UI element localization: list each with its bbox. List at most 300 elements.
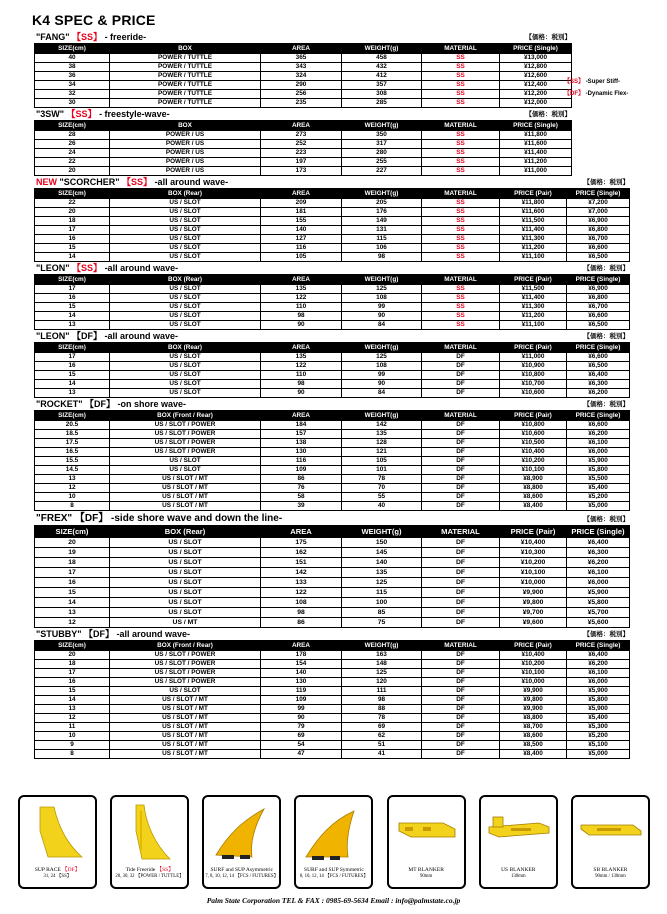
table-cell: ¥6,200 [567, 660, 630, 669]
column-header: SIZE(cm) [35, 526, 110, 538]
table-cell: 70 [342, 484, 422, 493]
product-name [20, 867, 95, 874]
section-title-part: - freestyle-wave- [96, 109, 170, 119]
table-cell: SS [422, 131, 500, 140]
spec-sections [34, 32, 629, 759]
table-cell: 15 [35, 588, 110, 598]
table-row [35, 678, 630, 687]
table-cell: 69 [342, 723, 422, 732]
table-cell: ¥12,000 [500, 99, 572, 108]
spec-section [34, 629, 629, 759]
table-header-row [35, 641, 630, 651]
table-cell: ¥12,600 [500, 72, 572, 81]
product-material-tag: 【DF】 [60, 867, 81, 873]
table-cell: 142 [261, 568, 342, 578]
table-row [35, 140, 572, 149]
table-cell: 148 [342, 660, 422, 669]
table-cell: ¥6,000 [567, 448, 630, 457]
section-title-part: "ROCKET" 【DF】 -on shore wave- [36, 399, 187, 409]
table-cell: 458 [342, 54, 422, 63]
table-cell: ¥10,500 [500, 439, 567, 448]
table-cell: 209 [261, 199, 342, 208]
table-cell: SS [422, 235, 500, 244]
table-cell: ¥6,900 [567, 217, 630, 226]
table-row [35, 669, 630, 678]
product-name-text: SURF and SUP Asymmetric [210, 867, 274, 873]
table-cell: 140 [261, 669, 342, 678]
table-cell: DF [422, 598, 500, 608]
table-cell: DF [422, 568, 500, 578]
section-title [36, 109, 170, 120]
table-cell: 125 [342, 669, 422, 678]
table-cell: US / SLOT [110, 389, 261, 398]
table-cell: ¥6,200 [567, 389, 630, 398]
product-name-text: MT BLANKER [408, 867, 444, 873]
table-cell: ¥11,100 [500, 321, 567, 330]
section-title-part: NEW [36, 177, 60, 187]
section-header [34, 263, 629, 274]
table-cell: 15 [35, 244, 110, 253]
table-cell: ¥6,000 [567, 678, 630, 687]
spec-table [34, 640, 630, 759]
table-cell: 90 [342, 380, 422, 389]
table-cell: 280 [342, 149, 422, 158]
table-cell: ¥6,500 [567, 362, 630, 371]
table-cell: 58 [261, 493, 342, 502]
table-cell: POWER / TUTTLE [110, 72, 261, 81]
table-cell: 16 [35, 294, 110, 303]
section-title-part: -all around wave- [102, 263, 179, 273]
table-cell: US / SLOT [110, 312, 261, 321]
product-material-tag: 【SS】 [155, 867, 174, 873]
table-cell: ¥10,300 [500, 548, 567, 558]
table-cell: ¥12,400 [500, 81, 572, 90]
table-row [35, 54, 572, 63]
tax-note: 【価格：税別】 [525, 34, 571, 41]
table-cell: ¥8,800 [500, 484, 567, 493]
table-cell: ¥10,000 [500, 678, 567, 687]
column-header: AREA [261, 526, 342, 538]
column-header: BOX (Rear) [110, 189, 261, 199]
table-cell: ¥10,800 [500, 371, 567, 380]
table-cell: 151 [261, 558, 342, 568]
table-cell: 162 [261, 548, 342, 558]
product-spec: 90mm / 130mm [595, 874, 626, 879]
table-cell: 13 [35, 321, 110, 330]
table-cell: 13 [35, 475, 110, 484]
table-cell: ¥9,900 [500, 588, 567, 598]
table-cell: ¥11,500 [500, 217, 567, 226]
table-cell: 19 [35, 548, 110, 558]
table-row [35, 714, 630, 723]
column-header: BOX (Rear) [110, 526, 261, 538]
table-cell: 175 [261, 538, 342, 548]
table-cell: DF [422, 502, 500, 511]
table-cell: 16 [35, 362, 110, 371]
table-row [35, 285, 630, 294]
table-cell: US / SLOT [110, 321, 261, 330]
table-row [35, 380, 630, 389]
table-cell: 101 [342, 466, 422, 475]
table-cell: 100 [342, 598, 422, 608]
table-cell: 54 [261, 741, 342, 750]
table-cell: SS [422, 72, 500, 81]
table-row [35, 63, 572, 72]
table-cell: ¥10,400 [500, 448, 567, 457]
spec-section [34, 109, 629, 176]
tax-note: 【価格：税別】 [583, 333, 629, 340]
table-cell: US / SLOT [110, 371, 261, 380]
table-cell: ¥9,600 [500, 618, 567, 628]
column-header: PRICE (Pair) [500, 343, 567, 353]
column-header: SIZE(cm) [35, 121, 110, 131]
table-cell: ¥8,400 [500, 750, 567, 759]
section-title [36, 177, 228, 188]
column-header: SIZE(cm) [35, 189, 110, 199]
table-cell: ¥6,400 [567, 651, 630, 660]
table-cell: 11 [35, 723, 110, 732]
table-cell: ¥8,800 [500, 714, 567, 723]
table-cell: US / SLOT / MT [110, 732, 261, 741]
table-cell: DF [422, 705, 500, 714]
table-cell: SS [422, 244, 500, 253]
table-cell: 75 [342, 618, 422, 628]
table-cell: ¥5,900 [567, 588, 630, 598]
column-header: WEIGHT(g) [342, 641, 422, 651]
table-cell: 78 [342, 714, 422, 723]
section-title-part: "SCORCHER" [59, 177, 123, 187]
spec-table [34, 120, 572, 176]
table-cell: POWER / US [110, 149, 261, 158]
table-cell: SS [422, 90, 500, 99]
table-cell: 26 [35, 140, 110, 149]
table-cell: ¥10,200 [500, 457, 567, 466]
table-row [35, 687, 630, 696]
table-cell: ¥12,200 [500, 90, 572, 99]
column-header: PRICE (Single) [567, 343, 630, 353]
table-cell: 41 [342, 750, 422, 759]
spec-table [34, 525, 630, 628]
column-header: MATERIAL [422, 641, 500, 651]
table-row [35, 253, 630, 262]
table-cell: SS [422, 294, 500, 303]
table-cell: US / SLOT [110, 578, 261, 588]
table-cell: 17 [35, 285, 110, 294]
table-cell: 17.5 [35, 439, 110, 448]
table-cell: DF [422, 457, 500, 466]
table-cell: 116 [261, 244, 342, 253]
table-cell: ¥6,700 [567, 303, 630, 312]
table-cell: 34 [35, 81, 110, 90]
table-cell: 131 [342, 226, 422, 235]
table-cell: 432 [342, 63, 422, 72]
table-cell: 8 [35, 750, 110, 759]
table-cell: 350 [342, 131, 422, 140]
legend-desc: -Super Stiff- [585, 79, 621, 85]
legend-item-ss [564, 76, 628, 88]
table-cell: US / SLOT [110, 598, 261, 608]
table-cell: DF [422, 618, 500, 628]
table-cell: 16 [35, 235, 110, 244]
column-header: PRICE (Pair) [500, 411, 567, 421]
table-row [35, 217, 630, 226]
table-cell: 90 [261, 321, 342, 330]
table-cell: 133 [261, 578, 342, 588]
section-title-part: - freeride- [102, 32, 147, 42]
table-cell: 343 [261, 63, 342, 72]
column-header: WEIGHT(g) [342, 343, 422, 353]
column-header: MATERIAL [422, 189, 500, 199]
table-cell: 308 [342, 90, 422, 99]
table-cell: ¥5,200 [567, 493, 630, 502]
table-cell: 157 [261, 430, 342, 439]
table-cell: SS [422, 217, 500, 226]
product-card [110, 795, 189, 889]
table-cell: DF [422, 362, 500, 371]
table-cell: 36 [35, 72, 110, 81]
table-cell: 127 [261, 235, 342, 244]
table-cell: ¥6,800 [567, 294, 630, 303]
column-header: AREA [261, 275, 342, 285]
table-cell: 88 [342, 705, 422, 714]
table-row [35, 448, 630, 457]
table-cell: DF [422, 714, 500, 723]
table-cell: ¥6,100 [567, 439, 630, 448]
table-cell: US / SLOT / MT [110, 696, 261, 705]
section-title-part: "LEON" [36, 263, 73, 273]
table-cell: SS [422, 158, 500, 167]
table-cell: 14 [35, 696, 110, 705]
table-cell: 357 [342, 81, 422, 90]
product-name-text: US BLANKER [501, 867, 536, 873]
section-title-part: 【SS】 [72, 263, 103, 273]
table-cell: 14 [35, 312, 110, 321]
table-row [35, 660, 630, 669]
table-cell: ¥11,500 [500, 285, 567, 294]
table-cell: ¥6,100 [567, 669, 630, 678]
table-cell: ¥11,200 [500, 158, 572, 167]
table-cell: 145 [342, 548, 422, 558]
table-header-row [35, 275, 630, 285]
column-header: PRICE (Single) [567, 526, 630, 538]
table-cell: 17 [35, 669, 110, 678]
column-header: SIZE(cm) [35, 641, 110, 651]
table-cell: ¥12,800 [500, 63, 572, 72]
table-cell: US / SLOT [110, 687, 261, 696]
table-cell: DF [422, 548, 500, 558]
table-cell: ¥10,900 [500, 362, 567, 371]
table-cell: US / SLOT [110, 457, 261, 466]
table-cell: US / SLOT [110, 217, 261, 226]
table-cell: ¥11,600 [500, 208, 567, 217]
spec-section [34, 263, 629, 330]
column-header: MATERIAL [422, 275, 500, 285]
table-cell: 86 [261, 618, 342, 628]
section-title [36, 263, 178, 274]
spec-section [34, 331, 629, 398]
table-cell: US / SLOT [110, 608, 261, 618]
table-row [35, 493, 630, 502]
table-cell: 20 [35, 651, 110, 660]
table-cell: SS [422, 63, 500, 72]
table-header-row [35, 526, 630, 538]
table-cell: 90 [261, 389, 342, 398]
table-cell: US / SLOT [110, 208, 261, 217]
table-cell: 119 [261, 687, 342, 696]
legend-item-df [564, 88, 628, 100]
table-cell: ¥6,600 [567, 421, 630, 430]
table-row [35, 696, 630, 705]
table-cell: DF [422, 578, 500, 588]
table-cell: US / SLOT [110, 548, 261, 558]
product-name [481, 867, 556, 874]
table-cell: DF [422, 493, 500, 502]
spec-table [34, 410, 630, 511]
table-cell: 15 [35, 687, 110, 696]
tax-note: 【価格：税別】 [583, 265, 629, 272]
section-title-part: 【SS】 [122, 177, 153, 187]
table-cell: SS [422, 312, 500, 321]
table-cell: 18 [35, 217, 110, 226]
spec-table [34, 188, 630, 262]
table-row [35, 598, 630, 608]
product-spec: 28, 30, 32 【POWER / TUTTLE】 [115, 874, 184, 879]
section-title-part: 【SS】 [66, 109, 97, 119]
table-cell: 150 [342, 538, 422, 548]
table-row [35, 321, 630, 330]
table-cell: ¥5,900 [567, 687, 630, 696]
table-cell: ¥6,600 [567, 312, 630, 321]
table-cell: 79 [261, 723, 342, 732]
column-header: PRICE (Pair) [500, 189, 567, 199]
table-cell: ¥5,400 [567, 714, 630, 723]
column-header: PRICE (Single) [500, 44, 572, 54]
table-row [35, 741, 630, 750]
table-cell: 98 [261, 312, 342, 321]
table-cell: 105 [342, 457, 422, 466]
table-cell: 111 [342, 687, 422, 696]
table-cell: ¥11,400 [500, 149, 572, 158]
tax-note: 【価格：税別】 [583, 516, 629, 523]
table-cell: POWER / TUTTLE [110, 54, 261, 63]
table-row [35, 199, 630, 208]
tax-note: 【価格：税別】 [583, 631, 629, 638]
table-cell: DF [422, 608, 500, 618]
table-cell: 173 [261, 167, 342, 176]
section-title [36, 512, 282, 525]
table-cell: 15 [35, 303, 110, 312]
column-header: SIZE(cm) [35, 275, 110, 285]
table-cell: 17 [35, 226, 110, 235]
table-cell: 47 [261, 750, 342, 759]
table-cell: 142 [342, 421, 422, 430]
table-cell: ¥6,200 [567, 430, 630, 439]
legend-code: 【DF】 [564, 91, 584, 97]
table-cell: 98 [342, 696, 422, 705]
table-cell: ¥11,200 [500, 244, 567, 253]
table-cell: 30 [35, 99, 110, 108]
table-cell: 17 [35, 353, 110, 362]
table-cell: 135 [261, 285, 342, 294]
table-row [35, 466, 630, 475]
table-cell: POWER / US [110, 131, 261, 140]
table-cell: SS [422, 321, 500, 330]
table-cell: ¥5,800 [567, 598, 630, 608]
table-cell: 255 [342, 158, 422, 167]
table-header-row [35, 189, 630, 199]
column-header: BOX (Rear) [110, 275, 261, 285]
table-cell: 99 [342, 303, 422, 312]
table-cell: US / SLOT [110, 303, 261, 312]
table-cell: ¥6,300 [567, 548, 630, 558]
table-cell: ¥11,200 [500, 312, 567, 321]
table-cell: 20 [35, 208, 110, 217]
table-cell: US / SLOT / MT [110, 493, 261, 502]
table-cell: ¥5,900 [567, 705, 630, 714]
table-cell: ¥5,900 [567, 457, 630, 466]
table-cell: 15 [35, 371, 110, 380]
table-cell: US / SLOT / MT [110, 484, 261, 493]
section-header [34, 629, 629, 640]
table-cell: 14 [35, 598, 110, 608]
section-title-part: 【SS】 [72, 32, 103, 42]
table-cell: 106 [342, 244, 422, 253]
table-cell: ¥9,900 [500, 705, 567, 714]
table-cell: 16.5 [35, 448, 110, 457]
product-card [387, 795, 466, 889]
table-cell: 12 [35, 484, 110, 493]
table-cell: 122 [261, 362, 342, 371]
table-cell: SS [422, 81, 500, 90]
table-cell: POWER / US [110, 167, 261, 176]
section-title [36, 331, 178, 342]
table-cell: US / SLOT / POWER [110, 448, 261, 457]
table-cell: US / SLOT / MT [110, 714, 261, 723]
table-cell: ¥7,000 [567, 208, 630, 217]
table-cell: POWER / TUTTLE [110, 81, 261, 90]
table-cell: 16 [35, 678, 110, 687]
column-header: BOX [110, 121, 261, 131]
table-cell: DF [422, 538, 500, 548]
table-cell: ¥11,000 [500, 353, 567, 362]
table-cell: DF [422, 371, 500, 380]
table-row [35, 538, 630, 548]
table-cell: ¥6,400 [567, 371, 630, 380]
table-cell: ¥10,100 [500, 568, 567, 578]
column-header: WEIGHT(g) [342, 411, 422, 421]
table-row [35, 475, 630, 484]
table-cell: 10 [35, 732, 110, 741]
product-name-text: SUP RACE [34, 867, 61, 873]
table-cell: 184 [261, 421, 342, 430]
table-cell: 99 [261, 705, 342, 714]
product-name-text: SURF and SUP Symmetric [304, 867, 364, 873]
table-cell: US / SLOT [110, 353, 261, 362]
table-cell: 22 [35, 158, 110, 167]
table-cell: DF [422, 660, 500, 669]
table-cell: ¥10,600 [500, 430, 567, 439]
table-cell: 110 [261, 303, 342, 312]
column-header: AREA [261, 641, 342, 651]
table-cell: ¥10,400 [500, 538, 567, 548]
table-cell: 138 [261, 439, 342, 448]
table-cell: POWER / TUTTLE [110, 99, 261, 108]
table-row [35, 167, 572, 176]
table-cell: DF [422, 421, 500, 430]
table-cell: ¥11,800 [500, 131, 572, 140]
page-title: K4 SPEC & PRICE [32, 12, 156, 28]
column-header: AREA [261, 189, 342, 199]
